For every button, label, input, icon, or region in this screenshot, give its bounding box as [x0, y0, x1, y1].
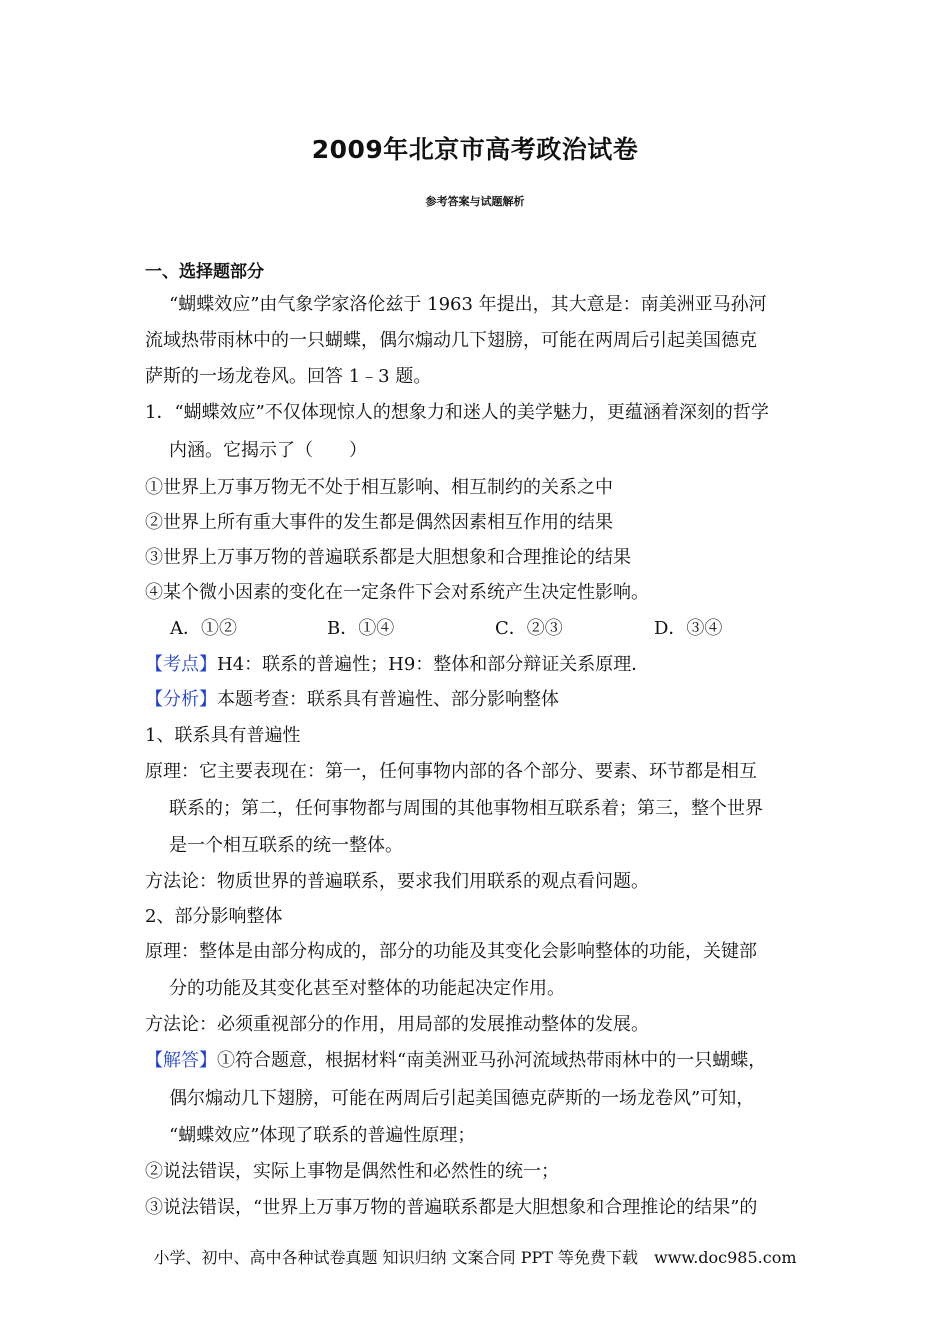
page-footer: 小学、初中、高中各种试卷真题 知识归纳 文案合同 PPT 等免费下载 www.doc985.com: [153, 1248, 797, 1267]
point1-principle-1: 原理：它主要表现在：第一，任何事物内部的各个部分、要素、环节都是相互: [145, 761, 757, 782]
intro-line-3: 萨斯的一场龙卷风。回答 1﹣3 题。: [145, 366, 432, 387]
fenxi-tag: 【分析】: [145, 689, 217, 710]
kaodian-text: H4：联系的普遍性；H9：整体和部分辩证关系原理．: [217, 654, 650, 675]
jieda-tag: 【解答】: [145, 1050, 217, 1071]
statement-4: ④某个微小因素的变化在一定条件下会对系统产生决定性影响。: [145, 582, 649, 603]
fenxi-text: 本题考查：联系具有普遍性、部分影响整体: [217, 689, 559, 710]
point1-principle-3: 是一个相互联系的统一整体。: [169, 835, 403, 856]
question-line-1: 1．“蝴蝶效应”不仅体现惊人的想象力和迷人的美学魅力，更蕴涵着深刻的哲学: [145, 402, 769, 423]
point2-method: 方法论：必须重视部分的作用，用局部的发展推动整体的发展。: [145, 1014, 649, 1035]
statement-2: ②世界上所有重大事件的发生都是偶然因素相互作用的结果: [145, 512, 613, 533]
point1-method: 方法论：物质世界的普遍联系，要求我们用联系的观点看问题。: [145, 871, 649, 892]
jieda-after-1: ②说法错误，实际上事物是偶然性和必然性的统一；: [145, 1161, 559, 1182]
statement-3: ③世界上万事万物的普遍联系都是大胆想象和合理推论的结果: [145, 547, 631, 568]
point2-heading: 2、部分影响整体: [145, 906, 283, 927]
intro-line-2: 流域热带雨林中的一只蝴蝶，偶尔煽动几下翅膀，可能在两周后引起美国德克: [145, 330, 757, 351]
point2-principle-2: 分的功能及其变化甚至对整体的功能起决定作用。: [169, 978, 565, 999]
option-c: C．②③: [495, 618, 563, 639]
page-subtitle: 参考答案与试题解析: [425, 195, 525, 208]
point1-principle-2: 联系的；第二，任何事物都与周围的其他事物相互联系着；第三，整个世界: [169, 798, 763, 819]
jieda-after-2: ③说法错误，“世界上万事万物的普遍联系都是大胆想象和合理推论的结果”的: [145, 1197, 758, 1218]
fenxi-line: [145, 689, 559, 711]
section-heading: 一、选择题部分: [145, 262, 264, 282]
kaodian-tag: 【考点】: [145, 654, 217, 675]
jieda-text-1: ①符合题意，根据材料“南美洲亚马孙河流域热带雨林中的一只蝴蝶，: [217, 1050, 767, 1071]
statement-1: ①世界上万事万物无不处于相互影响、相互制约的关系之中: [145, 477, 613, 498]
page-title: 2009年北京市高考政治试卷: [311, 135, 639, 164]
jieda-line-3: “蝴蝶效应”体现了联系的普遍性原理；: [169, 1125, 476, 1146]
point2-principle-1: 原理：整体是由部分构成的，部分的功能及其变化会影响整体的功能，关键部: [145, 941, 757, 962]
option-b: B．①④: [327, 618, 395, 639]
option-d: D．③④: [654, 618, 723, 639]
point1-heading: 1、联系具有普遍性: [145, 725, 301, 746]
jieda-line-2: 偶尔煽动几下翅膀，可能在两周后引起美国德克萨斯的一场龙卷风”可知，: [169, 1088, 755, 1109]
jieda-line-1: [145, 1050, 766, 1072]
intro-line-1: “蝴蝶效应”由气象学家洛伦兹于 1963 年提出，其大意是：南美洲亚马孙河: [169, 294, 767, 315]
kaodian-line: [145, 654, 649, 676]
question-line-2: 内涵。它揭示了（ ）: [169, 440, 367, 461]
option-a: A．①②: [170, 618, 237, 639]
